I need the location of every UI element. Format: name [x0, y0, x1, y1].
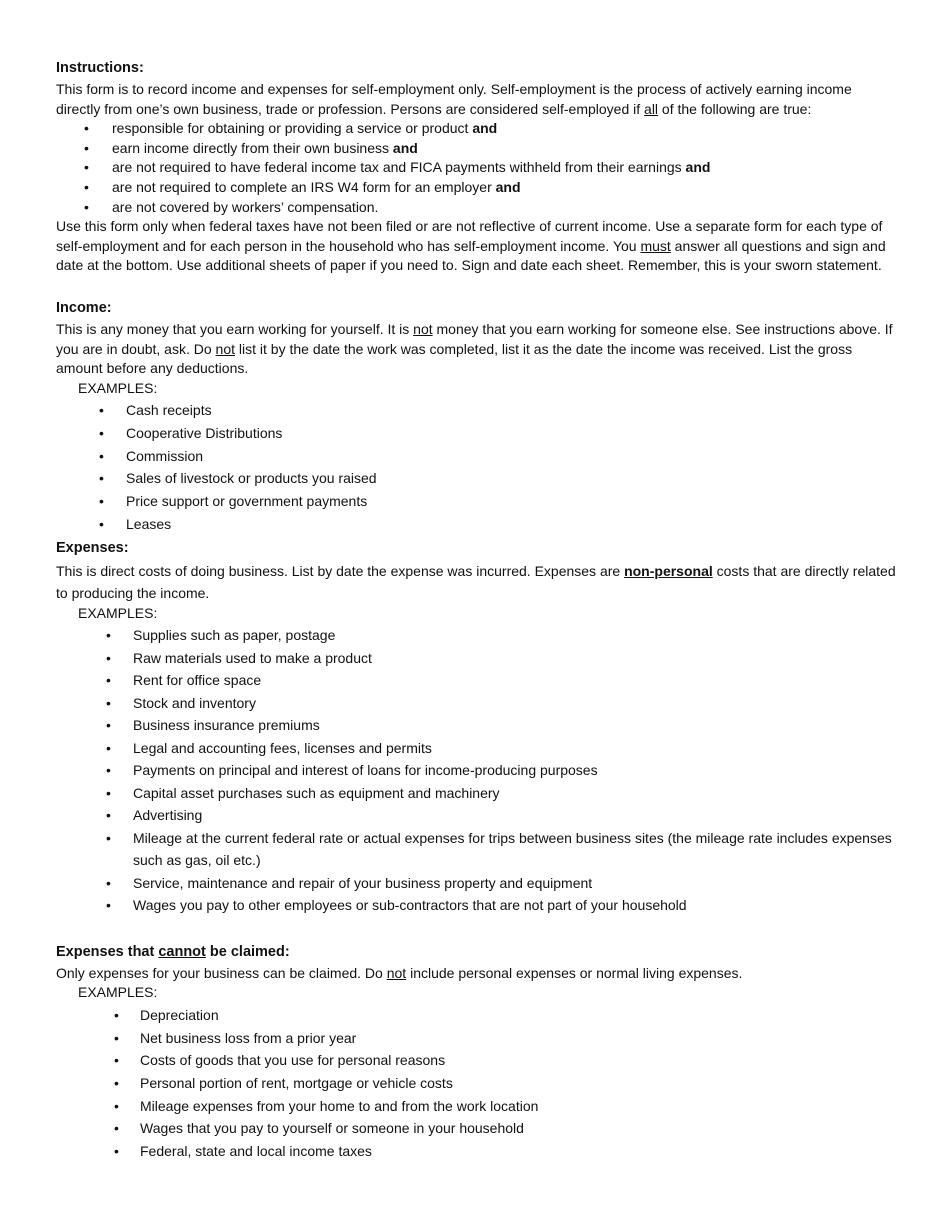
list-item: • Legal and accounting fees, licenses and permits — [56, 737, 896, 760]
list-item: • Cash receipts — [56, 399, 896, 422]
list-item: • are not required to complete an IRS W4 form for an employer and — [56, 178, 896, 198]
non-claimable-heading: Expenses that cannot be claimed: — [56, 943, 290, 960]
income-heading: Income: — [56, 299, 112, 316]
non-claimable-expenses-section — [56, 942, 896, 1163]
list-item: • Capital asset purchases such as equipment and machinery — [56, 782, 896, 805]
list-item: • Stock and inventory — [56, 692, 896, 715]
list-item: • responsible for obtaining or providing a service or product and — [56, 119, 896, 139]
document-page — [56, 58, 896, 1163]
income-examples-label: EXAMPLES: — [78, 379, 158, 396]
list-item: • Raw materials used to make a product — [56, 647, 896, 670]
list-item: • Depreciation — [56, 1004, 896, 1027]
expenses-examples-label: EXAMPLES: — [78, 604, 158, 621]
expenses-heading: Expenses: — [56, 539, 129, 556]
list-item: • Costs of goods that you use for personal reasons — [56, 1049, 896, 1072]
non-claimable-examples-label: EXAMPLES: — [78, 984, 158, 1001]
list-item: • are not covered by workers’ compensation. — [56, 198, 896, 218]
list-item: • Business insurance premiums — [56, 714, 896, 737]
non-claimable-examples-list — [56, 1004, 896, 1163]
instructions-heading: Instructions: — [56, 60, 144, 76]
list-item: • Rent for office space — [56, 669, 896, 692]
expenses-description: This is direct costs of doing business. List by date the expense was incurred. Expenses are non-personal costs that are directly related to producing the income. — [56, 562, 896, 601]
expenses-section — [56, 538, 896, 917]
list-item: • Federal, state and local income taxes — [56, 1140, 896, 1163]
list-item: • Payments on principal and interest of loans for income-producing purposes — [56, 759, 896, 782]
list-item: • Leases — [56, 513, 896, 536]
list-item: • Advertising — [56, 804, 896, 827]
non-claimable-description: Only expenses for your business can be claimed. Do not include personal expenses or normal living expenses. — [56, 964, 743, 981]
instructions-usage: Use this form only when federal taxes have not been filed or are not reflective of current income. Use a separate form for each type of self-employment and for each person in the household who has self-employment income. You must answer all questions and sign and date at the bottom. Use additional sheets of paper if you need to. Sign and date each sheet. Remember, this is your sworn statement. — [56, 218, 886, 274]
list-item: • are not required to have federal income tax and FICA payments withheld from their earnings and — [56, 158, 896, 178]
list-item: • Wages that you pay to yourself or someone in your household — [56, 1117, 896, 1140]
list-item: • Service, maintenance and repair of your business property and equipment — [56, 872, 896, 895]
list-item: • Cooperative Distributions — [56, 422, 896, 445]
list-item: • Price support or government payments — [56, 490, 896, 513]
list-item: • Wages you pay to other employees or sub-contractors that are not part of your household — [56, 894, 896, 917]
expenses-examples-list — [56, 624, 896, 917]
list-item: • Sales of livestock or products you raised — [56, 467, 896, 490]
income-description: This is any money that you earn working for yourself. It is not money that you earn working for someone else. See instructions above. If you are in doubt, ask. Do not list it by the date the work was completed, list it as the date the income was received. List the gross amount before any deductions. — [56, 320, 893, 377]
income-examples-list — [56, 399, 896, 535]
list-item: • Mileage at the current federal rate or actual expenses for trips between business sites (the mileage rate includes expenses such as gas, oil etc.) — [56, 827, 896, 872]
list-item: • Personal portion of rent, mortgage or vehicle costs — [56, 1072, 896, 1095]
list-item: • Mileage expenses from your home to and from the work location — [56, 1095, 896, 1118]
list-item: • Commission — [56, 445, 896, 468]
instructions-intro: This form is to record income and expenses for self-employment only. Self-employment is the process of actively earning income directly from one’s own business, trade or profession. Persons are considered self-employed if all of the following are true: — [56, 81, 852, 117]
list-item: • Net business loss from a prior year — [56, 1027, 896, 1050]
list-item: • earn income directly from their own business and — [56, 139, 896, 159]
income-section — [56, 298, 896, 536]
list-item: • Supplies such as paper, postage — [56, 624, 896, 647]
instructions-section — [56, 58, 896, 276]
self-employment-criteria-list — [56, 119, 896, 217]
